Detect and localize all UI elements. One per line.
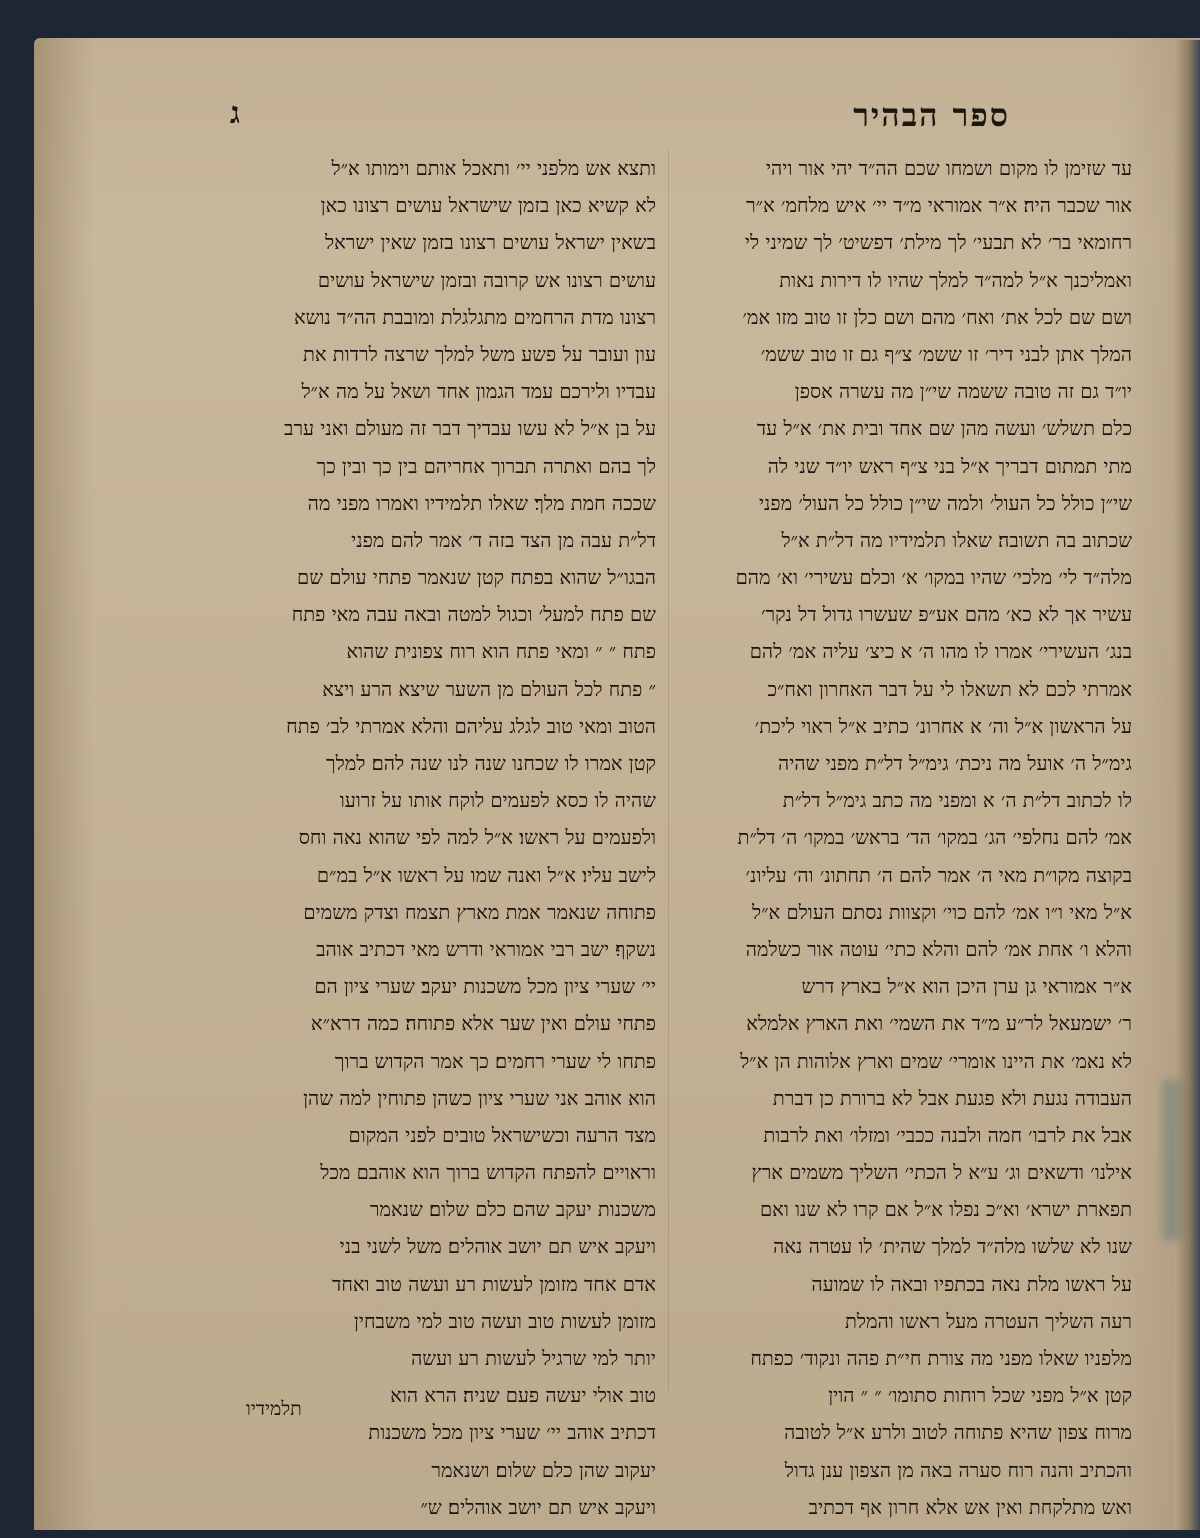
text-line: אדם אחד מזומן לעשות רע ועשה טוב ואחד: [331, 1272, 656, 1296]
text-line: על בן א״ל לא עשו עבדיך דבר זה מעולם ואני ערב: [284, 417, 656, 441]
text-line: עושים רצונו אש קרובה ובזמן שישראל עושים: [317, 268, 656, 292]
text-line: פתחו לי שערי רחמים׃ כך אמר הקדוש ברוך: [334, 1049, 656, 1073]
text-line: רחומאי בר׳ לא תבעי׳ לך מילת׳ דפשיט׳ לך שמיני לי: [744, 231, 1132, 255]
text-line: שנו לא שלשו מלה״ד למלך שהית׳ לו עטרה נאה: [773, 1235, 1132, 1259]
water-stain: [1162, 1080, 1180, 1240]
text-line: העבודה נגעת ולא פגעת אבל לא ברורת כן דברת: [772, 1086, 1132, 1110]
text-line: ר׳ ישמעאל לר״ע מ״ד את השמי׳ ואת הארץ אלמלא: [746, 1012, 1132, 1036]
text-line: עשיר אך לא כא׳ מהם אע״פ שעשרו גדול דל נקר׳: [761, 603, 1132, 627]
text-line: מלה״ד לי׳ מלכי׳ שהיו במקו׳ א׳ וכלם עשירי׳ וא׳ מהם: [735, 566, 1132, 590]
text-line: לך בהם ואתרה תברוך אחריהם בין כך ובין כך: [316, 454, 656, 478]
page-header: [230, 96, 1010, 140]
text-line: ״ פתח לכל העולם מן השער שיצא הרע ויצא: [322, 677, 656, 701]
text-line: פתוחה שנאמר אמת מארץ תצמח וצדק משמים: [303, 900, 656, 924]
text-line: ולפעמים על ראשו׃ א״ל למה לפי שהוא נאה וחס: [298, 826, 656, 850]
text-line: רעה השליך העטרה מעל ראשו והמלת: [844, 1309, 1132, 1333]
text-line: טוב אולי יעשה פעם שניה׃ הרא הוא: [390, 1384, 656, 1408]
text-line: פתחי עולם ואין שער אלא פתוחה׃ כמה דרא״א: [310, 1012, 656, 1036]
text-line: אבל את לרבו׳ חמה ולבנה ככבי׳ ומזלו׳ ואת לרבות: [763, 1123, 1132, 1147]
text-line: אמ׳ להם נחלפי׳ הג׳ במקו׳ הד׳ בראש׳ במקו׳ ה׳ דל״ת: [737, 826, 1132, 850]
text-line: והלא ו׳ אחת אמ׳ להם והלא כתי׳ עוטה אור כשלמה: [745, 937, 1132, 961]
text-line: ואמליכנך א״ל למה״ד למלך שהיו לו דירות נאות: [779, 268, 1132, 292]
text-line: פתח ״ ״ ומאי פתח הוא רוח צפונית שהוא: [346, 640, 656, 664]
text-line: אור שכבר היה׃ א״ר אמוראי מ״ד יי׳ איש מלחמ׳ א״ר: [746, 194, 1132, 218]
text-line: וראויים להפתח הקדוש ברוך הוא אוהבם מכל: [320, 1161, 656, 1185]
text-line: גימ״ל ה׳ אועל מה ניכת׳ גימ״ל דל״ת מפני שהיה: [778, 752, 1132, 775]
text-line: שהיה לו כסא לפעמים לוקח אותו על זרועו: [339, 789, 656, 813]
text-line: בקוצה מקו״ת מאי ה׳ אמר להם ה׳ תחתונ׳ וה׳ עליונ׳: [745, 863, 1132, 887]
text-line: יעקוב שהן כלם שלום׃ ושנאמר: [431, 1458, 656, 1482]
text-line: משכנות יעקב שהם כלם שלום׃ שנאמר: [369, 1198, 656, 1222]
text-line: א״ר אמוראי גן ערן היכן הוא א״ל בארץ דרש: [801, 975, 1132, 999]
text-line: הבגו״ל שהוא בפתח קטן שנאמר פתחי עולם שם: [297, 566, 656, 590]
text-line: אילנו׳ ודשאים וג׳ ע״א ל הכתי׳ השליך משמים ארץ: [751, 1161, 1132, 1185]
text-line: כלם תשלש׳ ועשה מהן שם אחד ובית את׳ א״ל עד: [756, 417, 1132, 441]
folio-number: ג: [230, 96, 240, 131]
text-line: שי״ן כולל כל העול׳ ולמה שי״ן כולל כל העול׳ מפני: [758, 491, 1132, 515]
text-line: בשאין ישראל עושים רצונו בזמן שאין ישראל: [324, 231, 656, 255]
text-line: ויעקב איש תם יושב אוהלים׃ ש״: [420, 1495, 656, 1519]
text-line: מצד הרעה וכשישראל טובים לפני המקום: [348, 1123, 656, 1147]
text-line: ויעקב איש תם יושב אוהלים׃ משל לשני בני: [339, 1235, 656, 1259]
text-line: יו״ד גם זה טובה ששמה שי״ן מה עשרה אספן: [794, 380, 1132, 404]
text-line: המלך אתן לבני דיר׳ זו ששמ׳ צ״ף גם זו טוב ששמ׳: [760, 342, 1132, 366]
text-line: מזומן לעשות טוב ועשה טוב למי משבחין: [353, 1309, 656, 1333]
text-line: עד שזימן לו מקום ושמחו שכם הה״ד יהי אור ויהי: [765, 157, 1132, 180]
text-line: יי׳ שערי ציון מכל משכנות יעקב׃ שערי ציון הם: [314, 975, 656, 999]
text-line: הטוב ומאי טוב לגלג עליהם והלא אמרתי לב׳ פתח: [286, 714, 656, 738]
column-divider: [668, 150, 669, 1390]
text-line: קטן אמרו לו שכחנו שנה לנו שנה להם׃ למלך: [326, 752, 656, 775]
text-line: לישב עליו׃ א״ל ואנה שמו על ראשו א״ל במ״ם: [316, 863, 656, 887]
left-text-column: [206, 150, 656, 1526]
text-line: שככה חמת מלך׃ שאלו תלמידיו ואמרו מפני מה: [307, 491, 656, 515]
text-line: נשקף׃ ישב רבי אמוראי ודרש מאי דכתיב אוהב: [316, 937, 656, 961]
right-text-column: [680, 150, 1132, 1526]
text-line: דל״ת עבה מן הצד בזה ד׳ אמר להם מפני: [351, 528, 656, 552]
text-line: לו לכתוב דל״ת ה׳ א ומפני מה כתב גימ״ל דל״ת: [782, 789, 1132, 813]
text-line: רצונו מדת הרחמים מתגלגלת ומובבת הה״ד נושא: [293, 305, 656, 329]
text-line: מרוח צפון שהיא פתוחה לטוב ולרע א״ל לטובה: [784, 1421, 1132, 1445]
text-line: עון ועובר על פשע משל למלך שרצה לרדות את: [302, 342, 656, 366]
text-line: א״ל מאי ו״ו אמ׳ להם כוי׳ וקצוות נסתם העולם א״ל: [752, 900, 1132, 924]
text-line: אמרתי לכם לא תשאלו לי על דבר האחרון ואח״כ: [767, 677, 1132, 701]
text-line: שם פתח למעל׳ וכגול למטה ובאה עבה מאי פתח: [291, 603, 656, 627]
text-line: ותצא אש מלפני יי׳ ותאכל אותם וימותו א״ל: [331, 157, 656, 180]
text-line: תפארת ישרא׳ וא״כ נפלו א״ל אם קרו לא שנו ואם: [760, 1198, 1132, 1222]
text-line: דכתיב אוהב יי׳ שערי ציון מכל משכנות: [368, 1421, 656, 1445]
text-line: מלפניו שאלו מפני מה צורת חי״ת פהה ונקוד׳ כפתח: [750, 1347, 1132, 1370]
text-line: ואש מתלקחת ואין אש אלא חרון אף דכתיב: [808, 1495, 1132, 1519]
text-line: קטן א״ל מפני שכל רוחות סתומו׳ ״ ״ הוין: [828, 1384, 1132, 1408]
text-line: על הראשון א״ל וה׳ א אחרונ׳ כתיב א״ל ראוי ליכת׳: [754, 714, 1132, 738]
text-line: על ראשו מלת נאה בכתפיו ובאה לו שמועה: [811, 1272, 1132, 1296]
running-title: ספר הבהיר: [853, 96, 1010, 134]
text-line: יותר למי שרגיל לעשות רע ועשה: [411, 1347, 656, 1370]
text-line: והכתיב והנה רוח סערה באה מן הצפון ענן גדול: [784, 1458, 1132, 1482]
text-line: מתי תמתום דבריך א״ל בני צ״ף ראש יו״ד שני לה: [767, 454, 1132, 478]
text-line: בנג׳ העשירי׳ אמרו לו מהו ה׳ א כיצ׳ עליה אמ׳ להם: [749, 640, 1132, 664]
text-line: ושם שם לכל את׳ ואח׳ מהם ושם כלן זו טוב מזו אמ׳: [742, 305, 1132, 329]
catchword: תלמידיו: [246, 1398, 302, 1420]
text-line: לא קשיא כאן בזמן שישראל עושים רצונו כאן: [320, 194, 656, 218]
text-line: לא נאמ׳ את היינו אומרי׳ שמים וארץ אלוהות הן א״ל: [740, 1049, 1132, 1073]
text-line: הוא אוהב אני שערי ציון כשהן פתוחין למה שהן: [303, 1086, 656, 1110]
text-line: שכתוב בה תשובה׃ שאלו תלמידיו מה דל״ת א״ל: [781, 528, 1132, 552]
text-line: עבדיו ולירכם עמד הגמון אחד ושאל על מה א״ל: [301, 380, 656, 404]
binding-edge: [1174, 40, 1200, 1530]
